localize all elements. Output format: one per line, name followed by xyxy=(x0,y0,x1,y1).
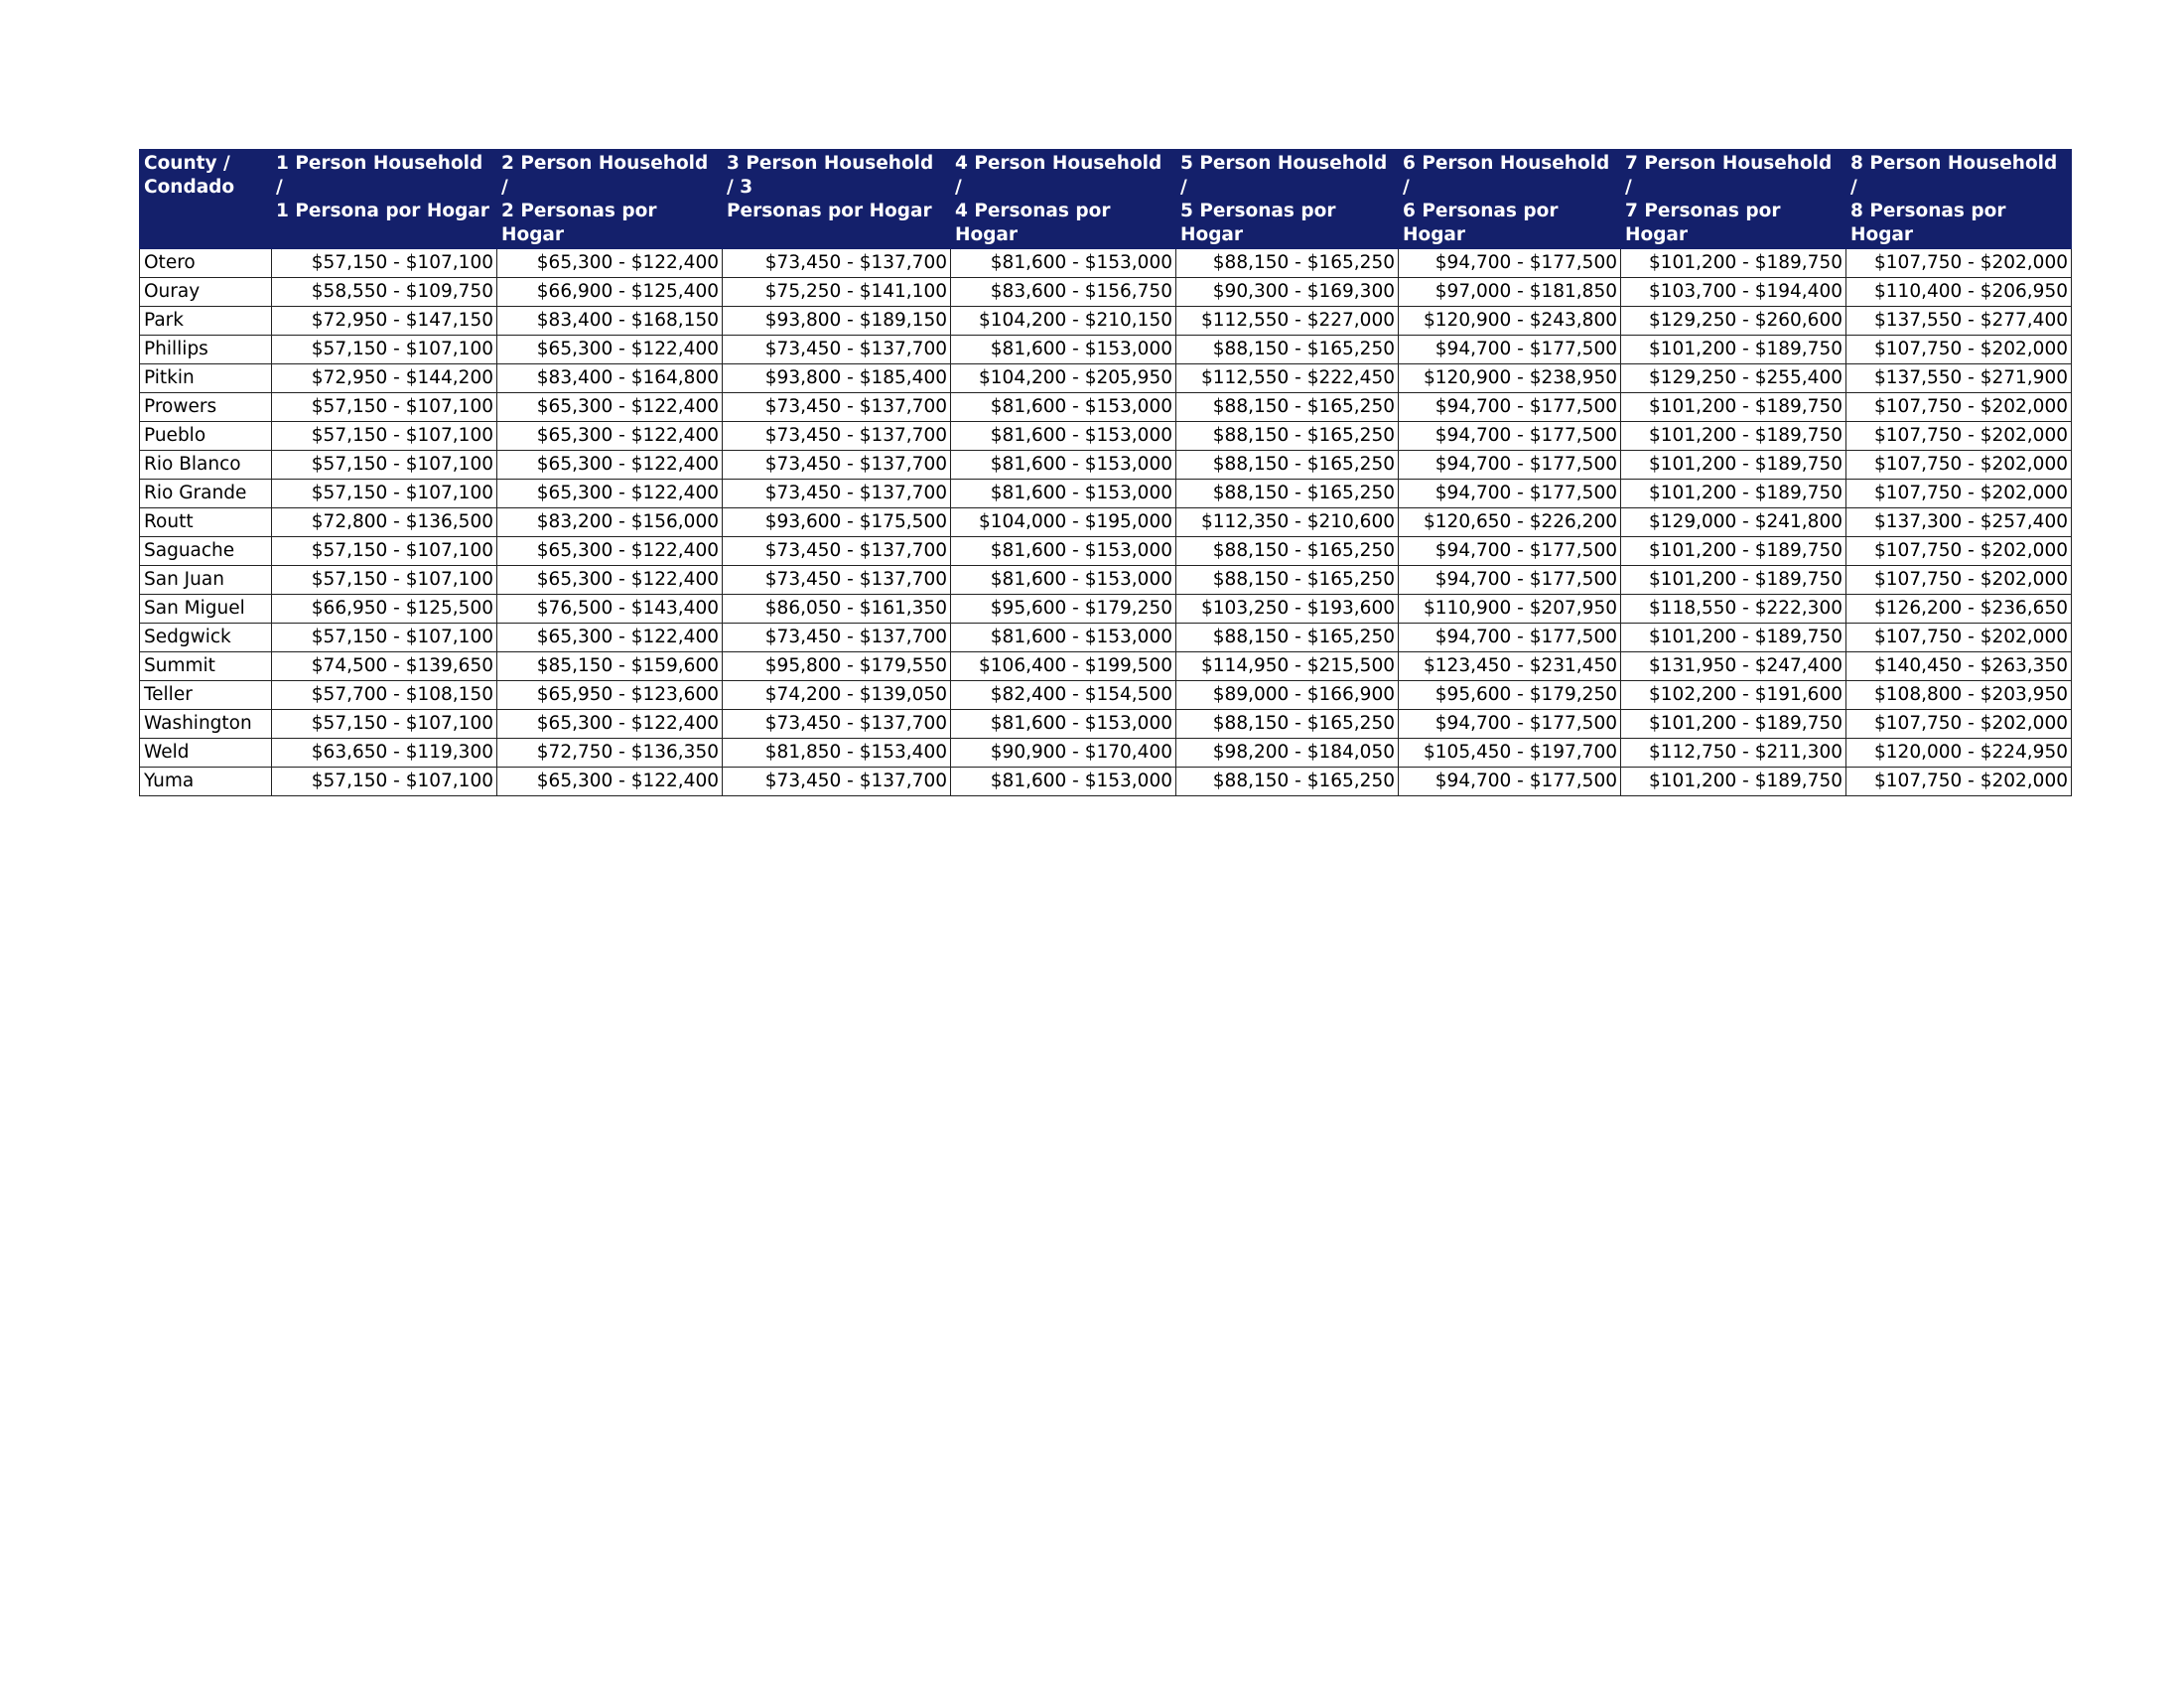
income-range-cell: $66,900 - $125,400 xyxy=(497,278,723,307)
county-name-cell: Weld xyxy=(140,739,272,768)
income-range-cell: $74,200 - $139,050 xyxy=(723,681,951,710)
income-range-cell: $123,450 - $231,450 xyxy=(1399,652,1621,681)
income-range-cell: $57,150 - $107,100 xyxy=(272,566,497,595)
column-header-2-person: 2 Person Household / 2 Personas por Hogar xyxy=(497,150,723,249)
county-name-cell: Park xyxy=(140,307,272,336)
table-body xyxy=(140,249,2072,796)
county-name-cell: Prowers xyxy=(140,393,272,422)
income-range-cell: $107,750 - $202,000 xyxy=(1846,249,2072,278)
income-range-cell: $65,300 - $122,400 xyxy=(497,393,723,422)
income-range-cell: $101,200 - $189,750 xyxy=(1621,624,1846,652)
income-range-cell: $81,600 - $153,000 xyxy=(951,710,1176,739)
income-range-cell: $66,950 - $125,500 xyxy=(272,595,497,624)
income-range-cell: $104,200 - $205,950 xyxy=(951,364,1176,393)
income-range-cell: $73,450 - $137,700 xyxy=(723,249,951,278)
income-range-cell: $73,450 - $137,700 xyxy=(723,566,951,595)
income-range-cell: $86,050 - $161,350 xyxy=(723,595,951,624)
income-range-cell: $81,600 - $153,000 xyxy=(951,393,1176,422)
income-range-cell: $120,900 - $243,800 xyxy=(1399,307,1621,336)
income-range-cell: $112,350 - $210,600 xyxy=(1176,508,1399,537)
income-range-cell: $73,450 - $137,700 xyxy=(723,710,951,739)
income-range-cell: $81,600 - $153,000 xyxy=(951,451,1176,480)
income-range-cell: $81,600 - $153,000 xyxy=(951,422,1176,451)
county-name-cell: Yuma xyxy=(140,768,272,796)
income-range-cell: $107,750 - $202,000 xyxy=(1846,422,2072,451)
income-range-cell: $81,600 - $153,000 xyxy=(951,566,1176,595)
income-range-cell: $94,700 - $177,500 xyxy=(1399,624,1621,652)
income-range-cell: $57,150 - $107,100 xyxy=(272,537,497,566)
income-range-cell: $83,200 - $156,000 xyxy=(497,508,723,537)
income-range-cell: $105,450 - $197,700 xyxy=(1399,739,1621,768)
income-range-cell: $73,450 - $137,700 xyxy=(723,422,951,451)
income-range-cell: $107,750 - $202,000 xyxy=(1846,336,2072,364)
table-row xyxy=(140,393,2072,422)
income-range-cell: $65,300 - $122,400 xyxy=(497,768,723,796)
income-range-cell: $98,200 - $184,050 xyxy=(1176,739,1399,768)
income-range-cell: $120,650 - $226,200 xyxy=(1399,508,1621,537)
income-range-cell: $107,750 - $202,000 xyxy=(1846,480,2072,508)
income-range-cell: $90,900 - $170,400 xyxy=(951,739,1176,768)
income-range-cell: $75,250 - $141,100 xyxy=(723,278,951,307)
income-range-cell: $65,300 - $122,400 xyxy=(497,624,723,652)
table-row xyxy=(140,336,2072,364)
income-range-cell: $81,600 - $153,000 xyxy=(951,480,1176,508)
county-name-cell: Rio Blanco xyxy=(140,451,272,480)
income-range-cell: $73,450 - $137,700 xyxy=(723,393,951,422)
income-range-cell: $88,150 - $165,250 xyxy=(1176,451,1399,480)
income-range-cell: $57,700 - $108,150 xyxy=(272,681,497,710)
income-range-cell: $74,500 - $139,650 xyxy=(272,652,497,681)
income-range-cell: $58,550 - $109,750 xyxy=(272,278,497,307)
income-range-cell: $120,000 - $224,950 xyxy=(1846,739,2072,768)
income-range-cell: $83,600 - $156,750 xyxy=(951,278,1176,307)
column-header-7-person: 7 Person Household / 7 Personas por Hogar xyxy=(1621,150,1846,249)
income-range-cell: $140,450 - $263,350 xyxy=(1846,652,2072,681)
income-range-cell: $88,150 - $165,250 xyxy=(1176,624,1399,652)
income-range-cell: $112,750 - $211,300 xyxy=(1621,739,1846,768)
income-range-cell: $95,800 - $179,550 xyxy=(723,652,951,681)
income-range-cell: $101,200 - $189,750 xyxy=(1621,249,1846,278)
income-range-cell: $107,750 - $202,000 xyxy=(1846,768,2072,796)
income-range-cell: $93,800 - $185,400 xyxy=(723,364,951,393)
table-row xyxy=(140,480,2072,508)
income-range-cell: $57,150 - $107,100 xyxy=(272,480,497,508)
income-range-cell: $112,550 - $227,000 xyxy=(1176,307,1399,336)
income-range-cell: $112,550 - $222,450 xyxy=(1176,364,1399,393)
income-range-cell: $95,600 - $179,250 xyxy=(951,595,1176,624)
income-range-cell: $57,150 - $107,100 xyxy=(272,393,497,422)
table-row xyxy=(140,278,2072,307)
county-name-cell: Washington xyxy=(140,710,272,739)
income-range-cell: $89,000 - $166,900 xyxy=(1176,681,1399,710)
table-header-row xyxy=(140,150,2072,249)
income-range-cell: $57,150 - $107,100 xyxy=(272,768,497,796)
income-range-cell: $65,300 - $122,400 xyxy=(497,451,723,480)
income-range-cell: $101,200 - $189,750 xyxy=(1621,336,1846,364)
income-range-cell: $129,000 - $241,800 xyxy=(1621,508,1846,537)
county-name-cell: San Miguel xyxy=(140,595,272,624)
income-range-cell: $97,000 - $181,850 xyxy=(1399,278,1621,307)
income-range-cell: $104,000 - $195,000 xyxy=(951,508,1176,537)
income-range-cell: $65,300 - $122,400 xyxy=(497,336,723,364)
income-range-cell: $81,600 - $153,000 xyxy=(951,537,1176,566)
income-range-cell: $88,150 - $165,250 xyxy=(1176,249,1399,278)
income-range-cell: $57,150 - $107,100 xyxy=(272,451,497,480)
income-range-cell: $101,200 - $189,750 xyxy=(1621,537,1846,566)
income-range-cell: $82,400 - $154,500 xyxy=(951,681,1176,710)
table-row xyxy=(140,595,2072,624)
income-range-cell: $137,300 - $257,400 xyxy=(1846,508,2072,537)
income-range-cell: $108,800 - $203,950 xyxy=(1846,681,2072,710)
income-range-cell: $57,150 - $107,100 xyxy=(272,336,497,364)
income-range-cell: $81,850 - $153,400 xyxy=(723,739,951,768)
income-range-cell: $101,200 - $189,750 xyxy=(1621,710,1846,739)
county-name-cell: Summit xyxy=(140,652,272,681)
table-row xyxy=(140,624,2072,652)
county-name-cell: Rio Grande xyxy=(140,480,272,508)
income-range-cell: $101,200 - $189,750 xyxy=(1621,451,1846,480)
county-name-cell: Ouray xyxy=(140,278,272,307)
income-range-cell: $90,300 - $169,300 xyxy=(1176,278,1399,307)
income-range-cell: $57,150 - $107,100 xyxy=(272,422,497,451)
income-range-cell: $94,700 - $177,500 xyxy=(1399,480,1621,508)
income-range-cell: $73,450 - $137,700 xyxy=(723,768,951,796)
income-range-cell: $65,950 - $123,600 xyxy=(497,681,723,710)
income-range-cell: $107,750 - $202,000 xyxy=(1846,393,2072,422)
county-name-cell: Sedgwick xyxy=(140,624,272,652)
county-name-cell: Phillips xyxy=(140,336,272,364)
county-name-cell: Otero xyxy=(140,249,272,278)
income-limits-table xyxy=(139,149,2072,796)
income-range-cell: $94,700 - $177,500 xyxy=(1399,393,1621,422)
income-range-cell: $137,550 - $271,900 xyxy=(1846,364,2072,393)
income-range-cell: $129,250 - $260,600 xyxy=(1621,307,1846,336)
income-range-cell: $73,450 - $137,700 xyxy=(723,451,951,480)
income-range-cell: $81,600 - $153,000 xyxy=(951,768,1176,796)
income-range-cell: $101,200 - $189,750 xyxy=(1621,393,1846,422)
income-range-cell: $57,150 - $107,100 xyxy=(272,710,497,739)
income-range-cell: $107,750 - $202,000 xyxy=(1846,537,2072,566)
income-range-cell: $103,700 - $194,400 xyxy=(1621,278,1846,307)
income-range-cell: $63,650 - $119,300 xyxy=(272,739,497,768)
table-row xyxy=(140,566,2072,595)
income-range-cell: $73,450 - $137,700 xyxy=(723,336,951,364)
county-name-cell: San Juan xyxy=(140,566,272,595)
income-range-cell: $102,200 - $191,600 xyxy=(1621,681,1846,710)
income-range-cell: $101,200 - $189,750 xyxy=(1621,768,1846,796)
income-range-cell: $76,500 - $143,400 xyxy=(497,595,723,624)
column-header-1-person: 1 Person Household / 1 Persona por Hogar xyxy=(272,150,497,249)
column-header-3-person: 3 Person Household / 3 Personas por Hogar xyxy=(723,150,951,249)
income-range-cell: $73,450 - $137,700 xyxy=(723,537,951,566)
column-header-8-person: 8 Person Household / 8 Personas por Hogar xyxy=(1846,150,2072,249)
column-header-4-person: 4 Person Household / 4 Personas por Hogar xyxy=(951,150,1176,249)
income-range-cell: $65,300 - $122,400 xyxy=(497,249,723,278)
income-range-cell: $106,400 - $199,500 xyxy=(951,652,1176,681)
income-range-cell: $107,750 - $202,000 xyxy=(1846,624,2072,652)
income-range-cell: $107,750 - $202,000 xyxy=(1846,710,2072,739)
income-range-cell: $65,300 - $122,400 xyxy=(497,566,723,595)
income-range-cell: $88,150 - $165,250 xyxy=(1176,566,1399,595)
income-range-cell: $94,700 - $177,500 xyxy=(1399,249,1621,278)
table-row xyxy=(140,739,2072,768)
income-range-cell: $114,950 - $215,500 xyxy=(1176,652,1399,681)
income-range-cell: $131,950 - $247,400 xyxy=(1621,652,1846,681)
income-range-cell: $81,600 - $153,000 xyxy=(951,336,1176,364)
income-range-cell: $107,750 - $202,000 xyxy=(1846,451,2072,480)
income-range-cell: $88,150 - $165,250 xyxy=(1176,768,1399,796)
income-range-cell: $118,550 - $222,300 xyxy=(1621,595,1846,624)
income-range-cell: $101,200 - $189,750 xyxy=(1621,480,1846,508)
income-range-cell: $94,700 - $177,500 xyxy=(1399,710,1621,739)
income-range-cell: $110,900 - $207,950 xyxy=(1399,595,1621,624)
table-row xyxy=(140,508,2072,537)
table-row xyxy=(140,681,2072,710)
table-row xyxy=(140,364,2072,393)
income-range-cell: $129,250 - $255,400 xyxy=(1621,364,1846,393)
income-range-cell: $120,900 - $238,950 xyxy=(1399,364,1621,393)
income-range-cell: $65,300 - $122,400 xyxy=(497,422,723,451)
income-range-cell: $65,300 - $122,400 xyxy=(497,537,723,566)
income-range-cell: $101,200 - $189,750 xyxy=(1621,422,1846,451)
income-range-cell: $57,150 - $107,100 xyxy=(272,624,497,652)
income-range-cell: $72,950 - $144,200 xyxy=(272,364,497,393)
income-range-cell: $83,400 - $168,150 xyxy=(497,307,723,336)
table-row xyxy=(140,768,2072,796)
income-range-cell: $103,250 - $193,600 xyxy=(1176,595,1399,624)
income-range-cell: $81,600 - $153,000 xyxy=(951,249,1176,278)
income-range-cell: $104,200 - $210,150 xyxy=(951,307,1176,336)
county-name-cell: Teller xyxy=(140,681,272,710)
income-range-cell: $73,450 - $137,700 xyxy=(723,624,951,652)
table-row xyxy=(140,710,2072,739)
income-range-cell: $85,150 - $159,600 xyxy=(497,652,723,681)
table-row xyxy=(140,422,2072,451)
county-name-cell: Pueblo xyxy=(140,422,272,451)
income-range-cell: $93,800 - $189,150 xyxy=(723,307,951,336)
income-range-cell: $88,150 - $165,250 xyxy=(1176,480,1399,508)
income-range-cell: $95,600 - $179,250 xyxy=(1399,681,1621,710)
income-range-cell: $73,450 - $137,700 xyxy=(723,480,951,508)
table-row xyxy=(140,451,2072,480)
income-range-cell: $101,200 - $189,750 xyxy=(1621,566,1846,595)
income-range-cell: $94,700 - $177,500 xyxy=(1399,768,1621,796)
table-row xyxy=(140,537,2072,566)
income-range-cell: $65,300 - $122,400 xyxy=(497,710,723,739)
income-range-cell: $88,150 - $165,250 xyxy=(1176,393,1399,422)
income-range-cell: $94,700 - $177,500 xyxy=(1399,451,1621,480)
table-row xyxy=(140,307,2072,336)
income-range-cell: $81,600 - $153,000 xyxy=(951,624,1176,652)
income-range-cell: $110,400 - $206,950 xyxy=(1846,278,2072,307)
income-range-cell: $93,600 - $175,500 xyxy=(723,508,951,537)
county-name-cell: Routt xyxy=(140,508,272,537)
income-range-cell: $126,200 - $236,650 xyxy=(1846,595,2072,624)
column-header-6-person: 6 Person Household / 6 Personas por Hogar xyxy=(1399,150,1621,249)
column-header-5-person: 5 Person Household / 5 Personas por Hogar xyxy=(1176,150,1399,249)
table-row xyxy=(140,249,2072,278)
income-range-cell: $107,750 - $202,000 xyxy=(1846,566,2072,595)
income-range-cell: $88,150 - $165,250 xyxy=(1176,710,1399,739)
income-range-cell: $88,150 - $165,250 xyxy=(1176,422,1399,451)
county-name-cell: Pitkin xyxy=(140,364,272,393)
income-range-cell: $94,700 - $177,500 xyxy=(1399,422,1621,451)
table-row xyxy=(140,652,2072,681)
income-range-cell: $137,550 - $277,400 xyxy=(1846,307,2072,336)
income-range-cell: $72,800 - $136,500 xyxy=(272,508,497,537)
income-range-cell: $94,700 - $177,500 xyxy=(1399,537,1621,566)
income-range-cell: $88,150 - $165,250 xyxy=(1176,336,1399,364)
column-header-county: County / Condado xyxy=(140,150,272,249)
income-range-cell: $88,150 - $165,250 xyxy=(1176,537,1399,566)
income-range-cell: $94,700 - $177,500 xyxy=(1399,566,1621,595)
income-range-cell: $83,400 - $164,800 xyxy=(497,364,723,393)
income-range-cell: $57,150 - $107,100 xyxy=(272,249,497,278)
income-range-cell: $72,750 - $136,350 xyxy=(497,739,723,768)
income-range-cell: $72,950 - $147,150 xyxy=(272,307,497,336)
income-range-cell: $65,300 - $122,400 xyxy=(497,480,723,508)
county-name-cell: Saguache xyxy=(140,537,272,566)
income-range-cell: $94,700 - $177,500 xyxy=(1399,336,1621,364)
